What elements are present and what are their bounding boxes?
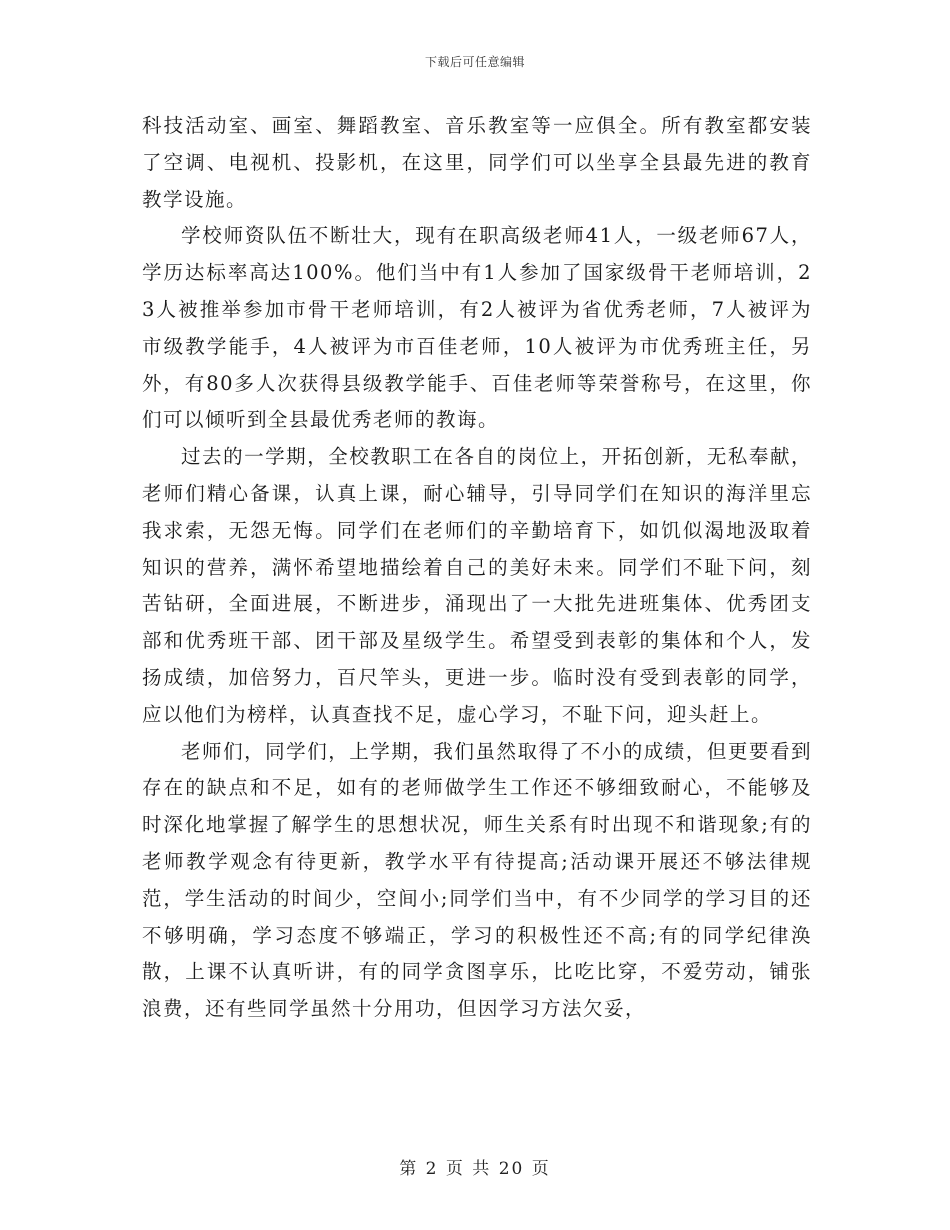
page-number-footer: 第 2 页 共 20 页 xyxy=(399,1159,551,1179)
document-body xyxy=(142,108,812,1028)
paragraph-shortcomings: 老师们，同学们，上学期，我们虽然取得了不小的成绩，但更要看到存在的缺点和不足，如有的老师做学生工作还不够细致耐心，不能够及时深化地掌握了解学生的思想状况，师生关系有时出现不和谐现象;有的老师教学观念有待更新，教学水平有待提高;活动课开展还不够法律规范，学生活动的时间少，空间小;同学们当中，有不少同学的学习目的还不够明确，学习态度不够端正，学习的积极性还不高;有的同学纪律涣散，上课不认真听讲，有的同学贪图享乐，比吃比穿，不爱劳动，铺张浪费，还有些同学虽然十分用功，但因学习方法欠妥， xyxy=(142,739,812,1021)
paragraph-continued: 科技活动室、画室、舞蹈教室、音乐教室等一应俱全。所有教室都安装了空调、电视机、投影机，在这里，同学们可以坐享全县最先进的教育教学设施。 xyxy=(142,114,812,211)
page-header: 下载后可任意编辑 xyxy=(424,55,525,69)
paragraph-faculty: 学校师资队伍不断壮大，现有在职高级老师41人，一级老师67人，学历达标率高达100%。他们当中有1人参加了国家级骨干老师培训，23人被推举参加市骨干老师培训，有2人被评为省优秀老师，7人被评为市级教学能手，4人被评为市百佳老师，10人被评为市优秀班主任，另外，有80多人次获得县级教学能手、百佳老师等荣誉称号，在这里，你们可以倾听到全县最优秀老师的教诲。 xyxy=(142,224,812,432)
paragraph-past-semester: 过去的一学期，全校教职工在各自的岗位上，开拓创新，无私奉献，老师们精心备课，认真上课，耐心辅导，引导同学们在知识的海洋里忘我求索，无怨无悔。同学们在老师们的辛勤培育下，如饥似渴地汲取着知识的营养，满怀希望地描绘着自己的美好未来。同学们不耻下问，刻苦钻研，全面进展，不断进步，涌现出了一大批先进班集体、优秀团支部和优秀班干部、团干部及星级学生。希望受到表彰的集体和个人，发扬成绩，加倍努力，百尺竿头，更进一步。临时没有受到表彰的同学，应以他们为榜样，认真查找不足，虚心学习，不耻下问，迎头赶上。 xyxy=(142,445,812,726)
